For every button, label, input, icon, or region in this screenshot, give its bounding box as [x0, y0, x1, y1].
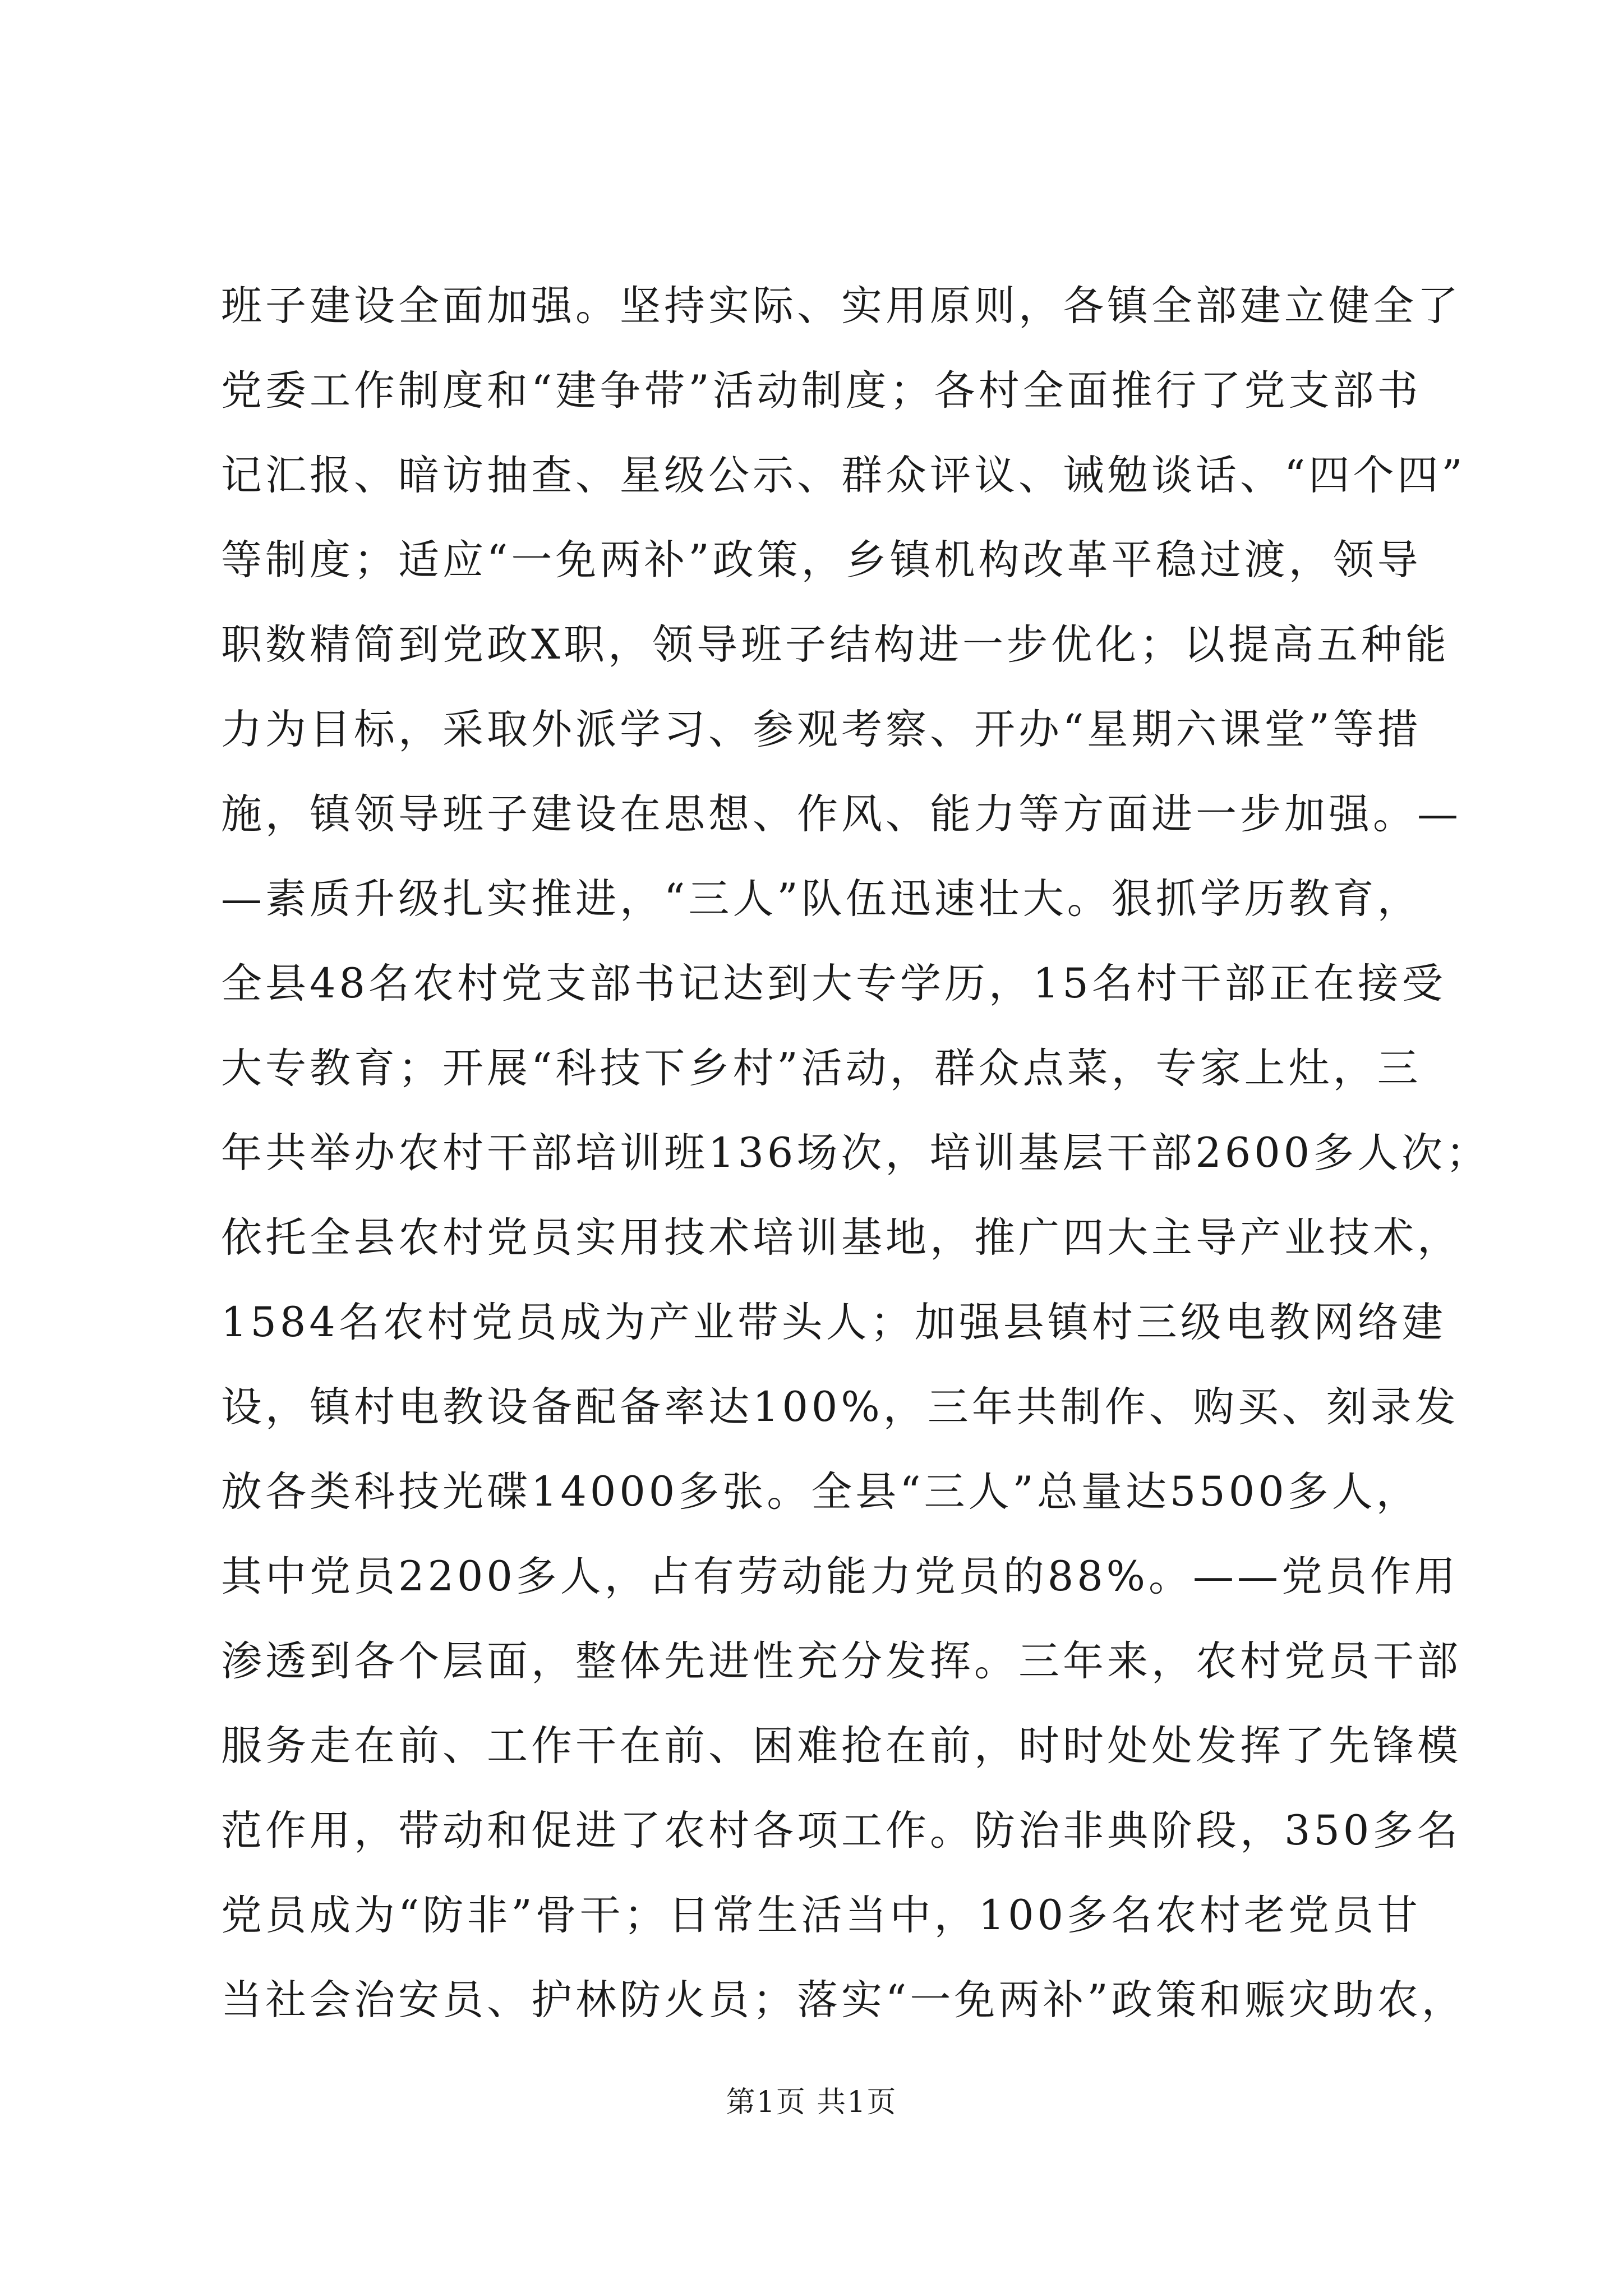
text-line: 全县48名农村党支部书记达到大专学历，15名村干部正在接受: [221, 960, 1446, 1007]
text-line: 施，镇领导班子建设在思想、作风、能力等方面进一步加强。—: [221, 790, 1461, 838]
text-line: 服务走在前、工作干在前、困难抢在前，时时处处发挥了先锋模: [221, 1722, 1461, 1770]
text-line: 等制度；适应“一免两补”政策，乡镇机构改革平稳过渡，领导: [221, 536, 1422, 584]
text-line: 大专教育；开展“科技下乡村”活动，群众点菜，专家上灶，三: [221, 1045, 1422, 1092]
text-line: 党委工作制度和“建争带”活动制度；各村全面推行了党支部书: [221, 367, 1422, 415]
text-line: 设，镇村电教设备配备率达100%，三年共制作、购买、刻录发: [221, 1383, 1459, 1431]
text-line: 记汇报、暗访抽查、星级公示、群众评议、诫勉谈话、“四个四”: [221, 452, 1466, 499]
text-line: 力为目标，采取外派学习、参观考察、开办“星期六课堂”等措: [221, 706, 1422, 753]
text-line: 放各类科技光碟14000多张。全县“三人”总量达5500多人，: [221, 1468, 1421, 1516]
text-line: 渗透到各个层面，整体先进性充分发挥。三年来，农村党员干部: [221, 1637, 1461, 1685]
body-text: [221, 264, 1491, 2042]
text-line: 1584名农村党员成为产业带头人；加强县镇村三级电教网络建: [221, 1299, 1446, 1346]
text-line: 年共举办农村干部培训班136场次，培训基层干部2600多人次；: [221, 1129, 1491, 1177]
text-line: —素质升级扎实推进，“三人”队伍迅速壮大。狠抓学历教育，: [221, 875, 1422, 923]
text-line: 范作用，带动和促进了农村各项工作。防治非典阶段，350多名: [221, 1807, 1461, 1855]
page-footer: 第1页 共1页: [726, 2086, 897, 2119]
text-line: 当社会治安员、护林防火员；落实“一免两补”政策和赈灾助农，: [221, 1976, 1466, 2024]
text-line: 职数精简到党政X职，领导班子结构进一步优化；以提高五种能: [221, 621, 1450, 669]
text-line: 依托全县农村党员实用技术培训基地，推广四大主导产业技术，: [221, 1214, 1461, 1262]
text-line: 班子建设全面加强。坚持实际、实用原则，各镇全部建立健全了: [221, 282, 1461, 330]
text-line: 其中党员2200多人，占有劳动能力党员的88%。——党员作用: [221, 1553, 1459, 1600]
text-line: 党员成为“防非”骨干；日常生活当中，100多名农村老党员甘: [221, 1892, 1421, 1939]
